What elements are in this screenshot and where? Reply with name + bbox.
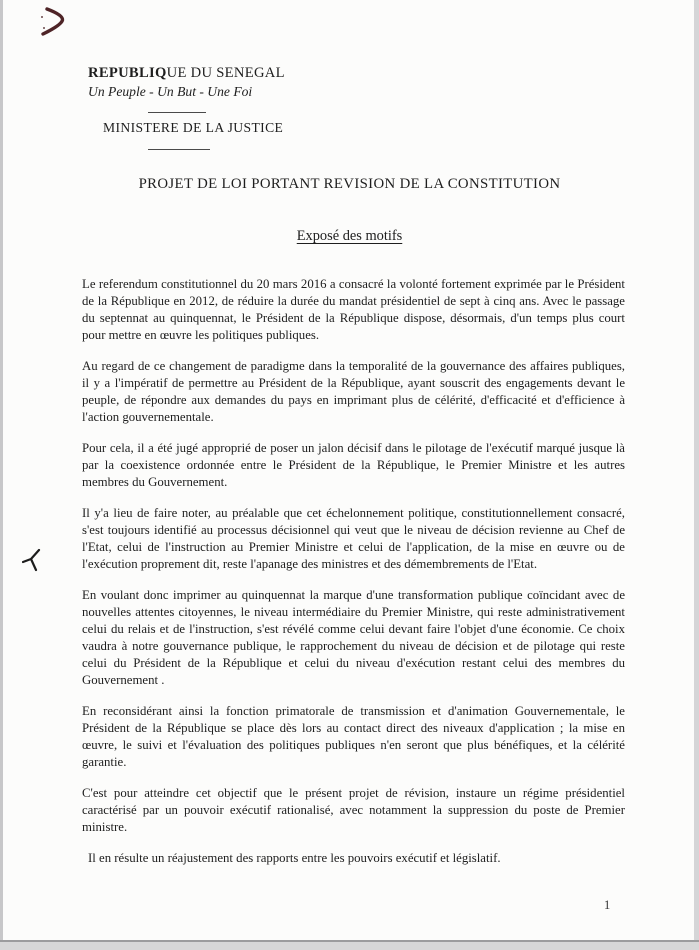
republic-name <box>88 65 285 82</box>
section-heading-text: Exposé des motifs <box>296 228 403 244</box>
document-title: PROJET DE LOI PORTANT REVISION DE LA CONSTITUTION <box>138 176 561 192</box>
paragraph-5: En voulant donc imprimer au quinquennat la marque d'une transformation publique coïncidant avec de nouvelles attentes citoyennes, le niveau intermédiaire du Premier Ministre, qui reste administrativement celui du relais et de l'instruction, s'est révélé comme celui devant faire l'objet d'une économie. Ce choix vaudra à notre gouvernance publique, le rapprochement du niveau de décision et de pilotage qui reste celui du Président de la République et celui du niveau d'exécution restant celui des membres du Gouvernement . <box>82 588 625 687</box>
scan-edge-left <box>0 0 3 950</box>
handwritten-pen-mark-icon <box>34 4 70 43</box>
section-heading <box>0 228 699 245</box>
paragraph-8: Il en résulte un réajustement des rapports entre les pouvoirs exécutif et législatif. <box>88 851 501 865</box>
paragraph-3: Pour cela, il a été jugé approprié de poser un jalon décisif dans le pilotage de l'exécutif marqué jusque là par la coexistence ordonnée entre le Président de la République, le Premier Ministre et les autres membres du Gouvernement. <box>82 441 625 489</box>
paragraph-7: C'est pour atteindre cet objectif que le présent projet de révision, instaure un régime présidentiel caractérisé par un pouvoir exécutif rationalisé, avec notamment la suppression du poste de Premier ministre. <box>82 786 625 834</box>
paragraph-6: En reconsidérant ainsi la fonction primatorale de transmission et d'animation Gouvernementale, le Président de la République se place dès lors au contact direct des niveaux d'application ; la mise en œuvre, le suivi et l'évaluation des politiques publiques n'en seront que plus bénéfiques, et la célérité garantie. <box>82 704 625 769</box>
scan-edge-right <box>694 0 699 950</box>
ministry-name: MINISTERE DE LA JUSTICE <box>103 120 284 135</box>
republic-name-bold-part: REPUBLIQ <box>88 65 167 81</box>
paragraph-4: Il y'a lieu de faire noter, au préalable que cet échelonnement politique, constitutionnellement consacré, s'est toujours identifié au processus décisionnel qui veut que le niveau de décision revienne au Chef de l'Etat, celui de l'instruction au Premier Ministre et celui de l'application, de la mise en œuvre ou de l'exécution proprement dit, reste l'apanage des ministres et des démembrements de l'Etat. <box>82 506 625 571</box>
national-motto: Un Peuple - Un But - Une Foi <box>88 84 253 99</box>
margin-ink-mark-icon <box>22 548 42 577</box>
paragraph-1: Le referendum constitutionnel du 20 mars 2016 a consacré la volonté fortement exprimée par le Président de la République en 2012, de réduire la durée du mandat présidentiel de sept à cinq ans. Avec le passage du septennat au quinquennat, le Président de la République dispose, désormais, d'un temps plus court pour mettre en œuvre les politiques publiques. <box>82 277 625 342</box>
paragraph-2: Au regard de ce changement de paradigme dans la temporalité de la gouvernance des affaires publiques, il y a l'impératif de permettre au Président de la République, ayant souscrit des engagements devant le peuple, de répondre aux demandes du pays en imprimant plus de célérité, d'efficacité et d'efficience à l'action gouvernementale. <box>82 359 625 424</box>
document-body <box>82 276 625 881</box>
scan-edge-bottom <box>0 940 699 950</box>
header-divider-rule-1 <box>148 112 206 113</box>
republic-name-rest: UE DU SENEGAL <box>166 65 285 81</box>
page-number: 1 <box>604 898 611 912</box>
header-divider-rule-2 <box>148 149 210 150</box>
